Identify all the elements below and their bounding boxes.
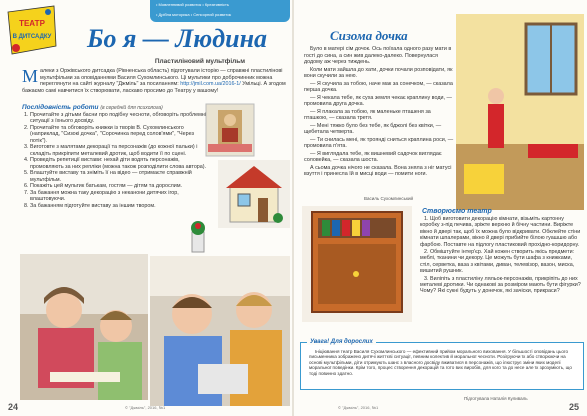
intro-paragraph — [22, 68, 287, 94]
story-paragraph: — Я плакала за тобою, як маленьке пташеня за пташкою, — сказала третя. — [304, 108, 431, 121]
left-page — [0, 0, 293, 416]
list-item: 8. За бажанням підготуйте виставу за іншим твором. — [30, 203, 208, 209]
story-author: Василь Сухомлинський — [364, 196, 413, 201]
svg-text:ТЕАТР: ТЕАТР — [19, 19, 45, 28]
page-subtitle: Пластиліновий мультфільм — [154, 58, 246, 65]
note-title: Увага! Для дорослих — [307, 339, 376, 345]
children-photo-2 — [150, 256, 290, 406]
plasticine-wardrobe-image — [302, 206, 412, 322]
story-paragraph: — Я чекала тебе, як суха земля чекає краплину води, — промовила друга дочка. — [304, 94, 452, 107]
list-item: 3. Виготовте з малятами декорації та персонажів (до кожної пальки) і складіть прикріпити металевий дротик, щоб водити її по сцені. — [30, 144, 208, 157]
intro-tail: Умільці. А згодом бажаємо самі навчитися їх створювати, ласкаво просимо до Театру у вашому! — [22, 81, 286, 94]
list-item: 7. За бажання можна таку декорацію з неканони дитячих ігор, влаштовуючи. — [30, 190, 208, 203]
intro-text: алеки з Оржівського дитсадка (Рівненська область) підготували історію — справжні пластилінові мультфільми за оповіданнями Василя Сухомлинського. Ці мультики про доброчинник можна переглянути на сайті журналу "Джміль" за посиланням: — [40, 68, 283, 87]
teatr-logo-icon — [2, 2, 60, 60]
right-page — [294, 0, 587, 416]
story-text — [304, 46, 454, 179]
children-photo — [20, 254, 148, 400]
creative-paragraph: 1. Щоб виготовити декорацію кімнати, візьміть картонну коробку з-під печива, зріжте верхню й бічну частини. Виріжте вікно й двері так, щоб їх можна було відкривати. Обклейте стіни кімнати шпалерами, вікно й двері прибийте білою гуашшю або фарбою. Поставте на підлогу пластиковий прохідно-коридорну. — [420, 216, 581, 248]
page-number: 24 — [8, 402, 19, 412]
story-paragraph: — Ти снилась мені, як троянді сниться краплина роси, — промовила п'ята. — [304, 136, 454, 149]
prepared-by: Підготувала Наталія Куливаль — [464, 396, 528, 401]
story-paragraph: — Мені тяжко було без тебе, як бджолі без квітки, — щебетала четверта. — [304, 122, 442, 135]
vase-figure-image — [180, 218, 216, 254]
creative-title: Створюємо театр — [422, 208, 492, 215]
story-title: Сизома дочка — [330, 28, 408, 43]
page-title: Бо я — Людина — [86, 24, 268, 53]
plasticine-house-image — [218, 160, 290, 228]
sequence-heading — [22, 104, 163, 111]
saint-icon-image — [200, 100, 260, 160]
list-item: 2. Прочитайте та обговоріть книжки із творів В. Сухомлинського (наприклад, "Сизокі дочка", "Сорочинка перед солов'ями", "Через потік"). — [30, 125, 208, 144]
intro-link[interactable]: http://jmil.com.ua/2016-1/ — [180, 81, 241, 87]
list-item: 5. Влаштуйте виставу та зніміть її на відео — отримаєте справжній мультфільм. — [30, 170, 208, 183]
story-paragraph: Коли мати зайшла до хати, дочки почали розповідати, як вони скучили за нею. — [304, 66, 453, 79]
creative-paragraph: 3. Виліпіть з пластиліну ляльок-персонажів, прикріпіть до них металеві дротики. Чи однакові за розміром мають бути фігурки? Чому? Які сукні будуть у донечок, які зачіски, прикраси? — [420, 275, 581, 295]
story-paragraph: — Я скучила за тобою, наче мак за сонечком, — сказала перша дочка. — [304, 80, 453, 93]
creative-text — [420, 216, 582, 296]
steps-list — [20, 112, 208, 210]
page-number: 25 — [568, 402, 579, 412]
header-item: • Дрібна моторика • Сенсорний розвиток — [156, 12, 232, 17]
story-paragraph: А сьома дочка нічого не сказала. Вона зняла з ніг матусі взуття і принесла їй в мисці води — помити ноги. — [304, 164, 452, 177]
list-item: 4. Проведіть репетиції вистави: нехай діти водять персонажів, промовляють за них репліки (можна також розподілити слова автора). — [30, 157, 208, 170]
sequence-title: Послідовність роботи — [22, 104, 99, 111]
footer: © "Джміль", 2016, №1 — [125, 405, 166, 410]
story-paragraph: Було в матері сім дочок. Ось поїхала одного разу мати в гості до сина, а син жив далеко-далеко. Повернулася додому аж через тиждень. — [304, 46, 452, 65]
footer: © "Джміль", 2016, №1 — [338, 405, 379, 410]
creative-paragraph: 2. Обміштуйте інтер'єр. Хай кожен створить якісь предмети: меблі, тканини чи декору. Це можуть бути шафа з книжками, стіл, серветка, ваза з квітами, диван, телевізор, вазон, миска, вишитий рушник. — [420, 249, 575, 275]
sequence-note: (в середній для психолога) — [100, 105, 163, 111]
list-item: 1. Прочитайте з дітьми басни про подібну чесноти, обговоріть проблемні ситуації з їхнього досвіду. — [30, 112, 208, 125]
list-item: 6. Покажіть цей мультик батькам, гостям — дітям та дорослим. — [30, 183, 208, 189]
note-text: Ініціювання театр Василя Сухомлинського — ефективний прийом морального виховання. У більшості оповідань цього письменника зображено дитячі життєві ситуації, певним колектив й моральної чесноти. Розігруючи їх або створюючи на основі мультфільми, діти отримують шанс з власного досвіду вживатися в персонажів, що ілюструє зміни яких моделі моральної поведінки. Крім того, процес створення декорацій та гото вих виробів, для кого та до несе але їх зрозуміють, що тоді повинно здатно. — [309, 349, 572, 376]
drop-cap: М — [22, 66, 39, 86]
svg-text:В ДИТСАДКУ: В ДИТСАДКУ — [12, 34, 52, 40]
plasticine-room-image — [456, 14, 584, 210]
story-paragraph: — Я виглядала тебе, як вишневий садочок виглядає соловейка, — сказала шоста. — [304, 150, 442, 163]
header-bar — [150, 0, 290, 22]
note-box — [300, 339, 584, 390]
header-item: • Мовленнєвий розвиток • Креативність — [156, 2, 229, 7]
